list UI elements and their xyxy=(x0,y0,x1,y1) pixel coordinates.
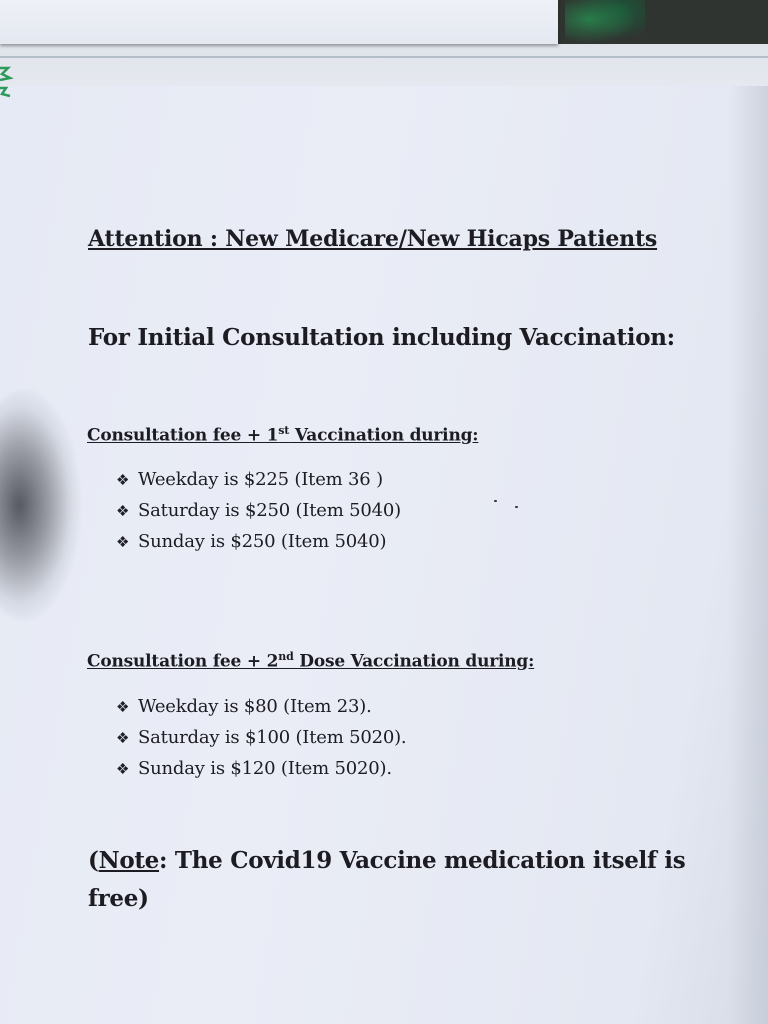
speck xyxy=(494,500,497,502)
fee-item-text: Sunday is $120 (Item 5020). xyxy=(138,758,392,779)
note-text: : The Covid19 Vaccine medication itself is free) xyxy=(88,847,686,912)
list-item xyxy=(116,464,401,495)
list-item xyxy=(116,495,401,526)
first-dose-fee-list xyxy=(116,464,401,557)
list-item xyxy=(116,722,406,753)
second-dose-section-title xyxy=(87,650,534,672)
diamond-bullet-icon: ❖ xyxy=(116,470,130,489)
section-title-prefix: Consultation fee + 2 xyxy=(87,651,279,672)
first-dose-section-title xyxy=(87,424,478,446)
list-item xyxy=(116,691,406,722)
free-vaccine-note xyxy=(88,842,728,918)
section-title-ordinal: st xyxy=(278,424,290,437)
section-title-ordinal: nd xyxy=(278,650,294,663)
note-open-paren: ( xyxy=(88,847,99,874)
fee-item-text: Saturday is $100 (Item 5020). xyxy=(138,727,407,748)
diamond-bullet-icon: ❖ xyxy=(116,728,130,747)
list-item xyxy=(116,526,401,557)
diamond-bullet-icon: ❖ xyxy=(116,501,130,520)
diamond-bullet-icon: ❖ xyxy=(116,759,130,778)
notice-subheading: For Initial Consultation including Vaccination: xyxy=(88,324,675,351)
diamond-bullet-icon: ❖ xyxy=(116,532,130,551)
list-item xyxy=(116,753,406,784)
fee-item-text: Weekday is $80 (Item 23). xyxy=(138,696,372,717)
speck xyxy=(515,506,518,508)
section-title-suffix: Dose Vaccination during: xyxy=(293,651,535,672)
fee-item-text: Saturday is $250 (Item 5040) xyxy=(138,500,401,521)
section-title-prefix: Consultation fee + 1 xyxy=(87,425,279,446)
fee-item-text: Sunday is $250 (Item 5040) xyxy=(138,531,387,552)
note-label: Note xyxy=(98,847,160,874)
diamond-bullet-icon: ❖ xyxy=(116,697,130,716)
second-dose-fee-list xyxy=(116,691,406,784)
notice-heading: Attention : New Medicare/New Hicaps Patients xyxy=(88,226,658,252)
fee-item-text: Weekday is $225 (Item 36 ) xyxy=(138,469,383,490)
section-title-suffix: Vaccination during: xyxy=(289,425,479,446)
